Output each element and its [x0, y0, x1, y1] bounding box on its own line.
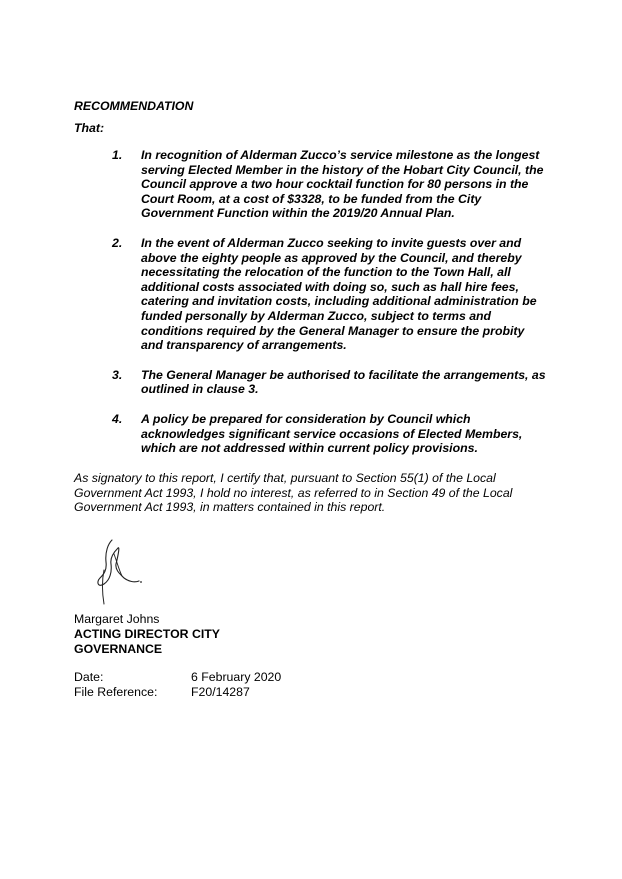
file-reference-label: File Reference: — [74, 685, 158, 699]
date-label: Date: — [74, 670, 104, 684]
recommendation-text: A policy be prepared for consideration by Council which acknowledges significant service occasions of Elected Members, which are not addressed within current policy provisions. — [141, 411, 523, 456]
file-reference-value: F20/14287 — [191, 685, 250, 699]
recommendation-number: 4. — [112, 411, 123, 426]
recommendation-text: The General Manager be authorised to facilitate the arrangements, as outlined in clause 3. — [141, 367, 546, 397]
intro-text: That: — [74, 121, 105, 135]
recommendation-item — [0, 412, 622, 456]
signatory-title: ACTING DIRECTOR CITY GOVERNANCE — [74, 627, 220, 656]
recommendation-number: 1. — [112, 148, 123, 162]
recommendation-number: 2. — [112, 235, 123, 250]
recommendation-item — [0, 368, 622, 397]
recommendation-item — [0, 148, 622, 221]
recommendation-text: In recognition of Alderman Zucco’s service milestone as the longest serving Elected Member in the history of the Hobart City Council, the Council approve a two hour cocktail function for 80 persons in the Court Room, at a cost of $3328, to be funded from the City Government Function within the 2019/20 Annual Plan. — [141, 148, 544, 221]
recommendation-list — [0, 148, 622, 471]
signature-image — [84, 534, 144, 608]
signatory-name: Margaret Johns — [74, 612, 160, 626]
certification-statement: As signatory to this report, I certify that, pursuant to Section 55(1) of the Local Government Act 1993, I hold no interest, as referred to in Section 49 of the Local Government Act 1993, in matters contained in this report. — [74, 471, 513, 515]
recommendation-number: 3. — [112, 367, 123, 382]
date-value: 6 February 2020 — [191, 670, 282, 684]
recommendation-item — [0, 236, 622, 353]
recommendation-heading: RECOMMENDATION — [74, 99, 194, 113]
recommendation-text: In the event of Alderman Zucco seeking to invite guests over and above the eighty people as approved by the Council, and thereby necessitating the relocation of the function to the Town Hall, all additional costs associated with doing so, such as hall hire fees, catering and invitation costs, including additional administration be funded personally by Alderman Zucco, subject to terms and conditions required by the General Manager to ensure the probity and transparency of arrangements. — [141, 235, 537, 353]
